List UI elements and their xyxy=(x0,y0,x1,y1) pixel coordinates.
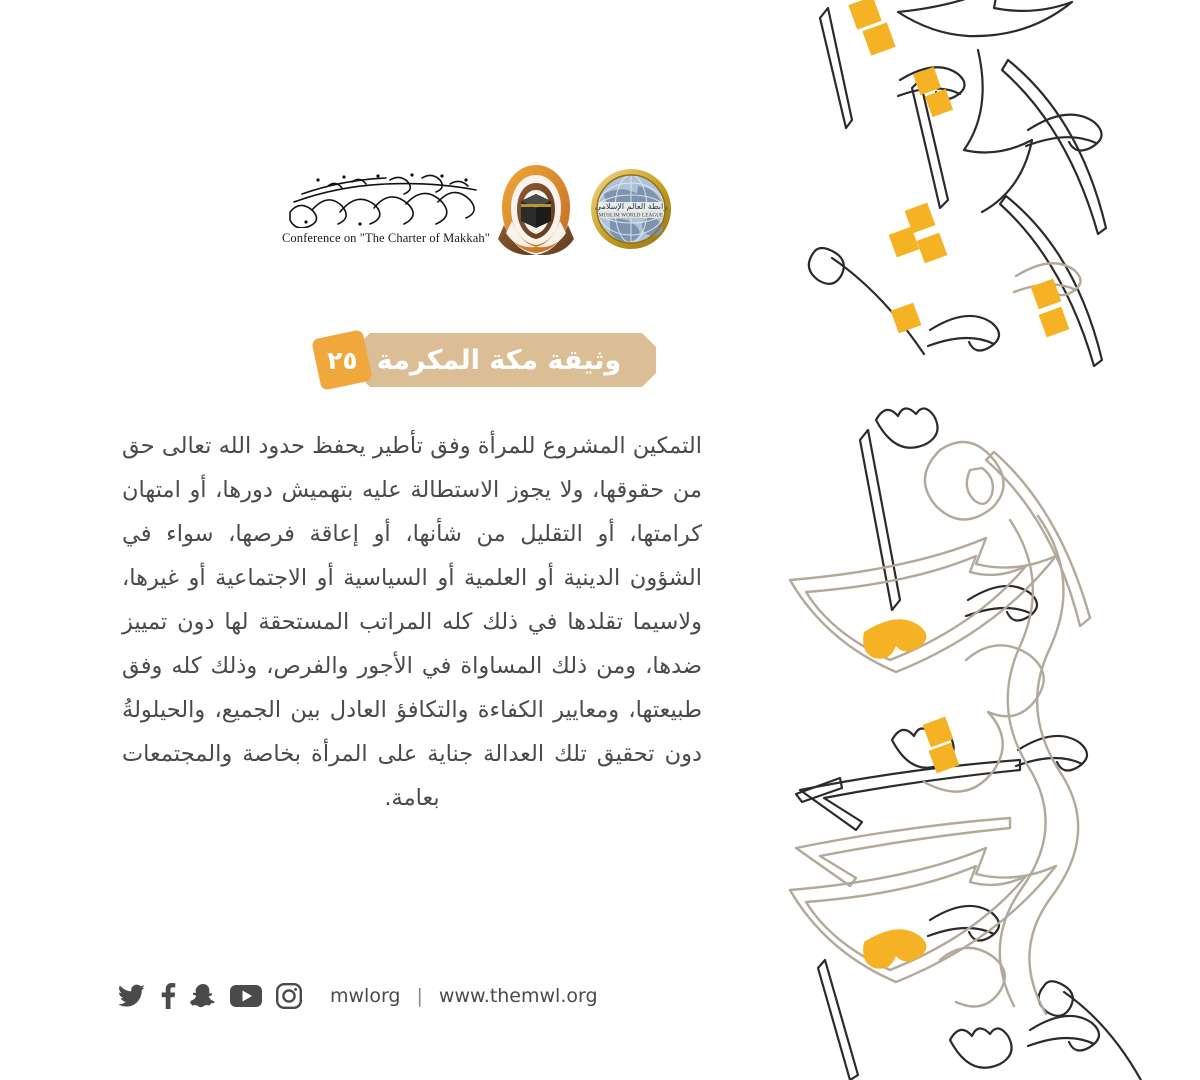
website-url[interactable]: www.themwl.org xyxy=(438,985,598,1007)
twitter-icon[interactable] xyxy=(118,984,146,1008)
social-handle[interactable]: mwlorg xyxy=(330,985,401,1007)
kaaba-emblem-icon xyxy=(498,163,574,255)
article-paragraph: التمكين المشروع للمرأة وفق تأطير يحفظ حدود الله تعالى حق من حقوقها، ولا يجوز الاستطالة عليه بتهميش دورها، أو امتهان كرامتها، أو التقليل من شأنها، أو إعاقة فرصها، سواء في الشؤون الدينية أو العلمية أو السياسية أو الاجتماعية أو غيرها، ولاسيما تقلدها في ذلك كله المراتب المستحقة لها دون تمييز ضدها، ومن ذلك المساواة في الأجور والفرص، وذلك كله وفق طبيعتها، ومعايير الكفاءة والتكافؤ العادل بين الجميع، والحيلولةُ دون تحقيق تلك العدالة جناية على المرأة بخاصة والمجتمعات بعامة. xyxy=(122,433,702,811)
article-number-badge xyxy=(311,329,373,391)
title-banner xyxy=(316,327,656,393)
banner-bar xyxy=(356,333,656,387)
footer-links xyxy=(330,985,598,1007)
header-logo-row xyxy=(282,163,672,255)
instagram-icon[interactable] xyxy=(276,983,302,1009)
footer xyxy=(118,983,598,1009)
youtube-icon[interactable] xyxy=(230,984,262,1008)
charter-arabic-calligraphy-icon xyxy=(282,172,482,228)
decorative-calligraphy-panel xyxy=(780,0,1200,1080)
article-number: ٢٥ xyxy=(326,345,358,375)
mwl-english-text: MUSLIM WORLD LEAGUE xyxy=(598,213,664,219)
muslim-world-league-logo-icon xyxy=(590,168,672,250)
banner-title: وثيقة مكة المكرمة xyxy=(376,344,622,376)
footer-separator: | xyxy=(416,985,423,1007)
charter-conference-logo xyxy=(282,172,490,246)
mwl-arabic-text: رابطة العالم الإسلامي xyxy=(594,202,668,211)
charter-logo-english-subtitle: Conference on "The Charter of Makkah" xyxy=(282,231,490,245)
facebook-icon[interactable] xyxy=(160,983,176,1009)
article-body xyxy=(122,424,702,820)
snapchat-icon[interactable] xyxy=(190,983,216,1009)
